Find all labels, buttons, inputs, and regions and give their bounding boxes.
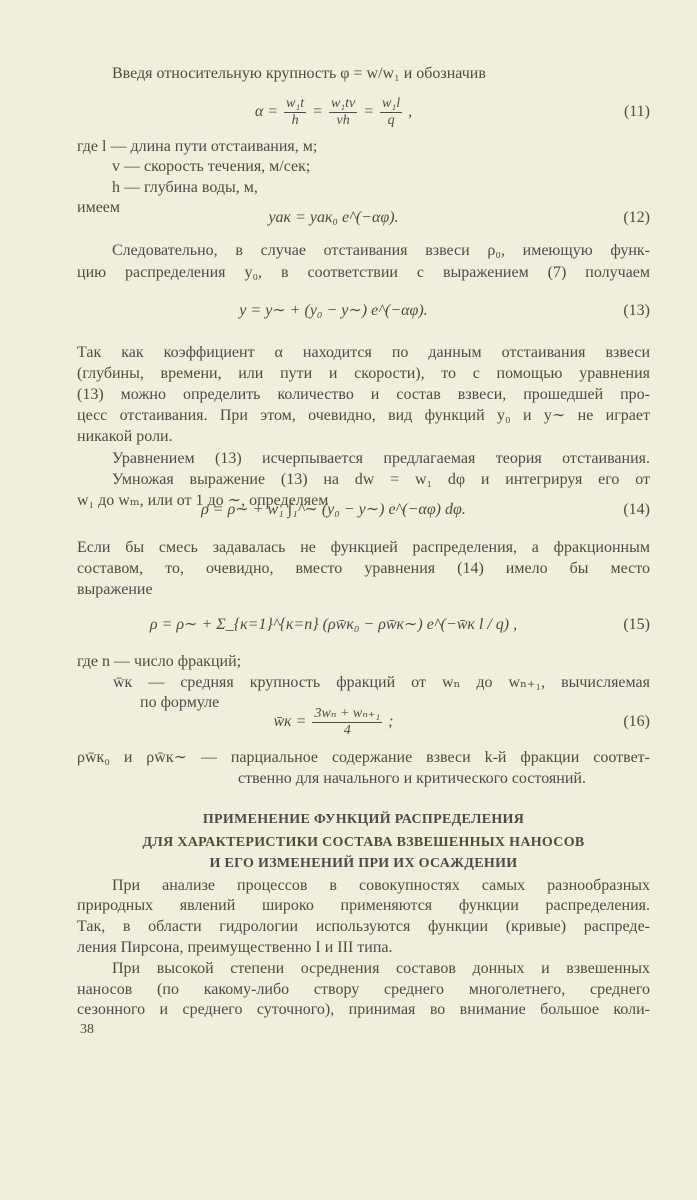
text-line: w₁ до wₘ, или от 1 до ∼, определяем	[77, 492, 329, 509]
text-line: цию распределения y₀, в соответствии с выражением (7) получаем	[77, 264, 650, 281]
text-line: v — скорость течения, м/сек;	[112, 158, 311, 175]
section-heading: ДЛЯ ХАРАКТЕРИСТИКИ СОСТАВА ВЗВЕШЕННЫХ НАНОСОВ	[142, 835, 585, 850]
text-line: имеем	[77, 199, 121, 216]
equation-number: (15)	[623, 616, 650, 633]
equation-number: (14)	[623, 501, 650, 518]
equation-11: α = $\frac{\text{w₁t}}{h}$ = $\frac{\text{w₁tv}}{vh}$ = $\frac{\text{w₁l}}{q}$ , (11)	[254, 95, 650, 128]
text-line: Уравнением (13) исчерпывается предлагаемая теория отстаивания.	[112, 450, 650, 467]
section-heading: ПРИМЕНЕНИЕ ФУНКЦИЙ РАСПРЕДЕЛЕНИЯ	[202, 812, 525, 827]
text-line: Если бы смесь задавалась не функцией распределения, а фракционным	[77, 539, 650, 556]
text-line: h — глубина воды, м,	[112, 179, 258, 196]
equation-13: y = y∼ + (y₀ − y∼) e^(−αφ). (13)	[239, 302, 650, 319]
text-line: наносов (по какому-либо створу среднего многолетнего, среднего	[77, 981, 650, 998]
eq-lhs: α =	[254, 103, 279, 120]
section-heading: И ЕГО ИЗМЕНЕНИЙ ПРИ ИХ ОСАЖДЕНИИ	[209, 856, 518, 871]
text-line: Так как коэффициент α находится по данным отстаивания взвеси	[77, 344, 650, 361]
text-line: где n — число фракций;	[77, 653, 242, 670]
page-number: 38	[80, 1022, 94, 1037]
text-line: Следовательно, в случае отстаивания взвеси ρ₀, имеющую функ-	[112, 242, 650, 259]
text-line: (глубины, времени, или пути и скорости), то с помощью уравнения	[77, 365, 650, 382]
equation-number: (13)	[623, 302, 650, 319]
text-line: Так, в области гидрологии используются функции (кривые) распреде-	[77, 918, 650, 935]
fraction: $\frac{\text{w₁l}}{q}$	[382, 95, 401, 128]
text-line: (13) можно определить количество и состав взвеси, прошедшей про-	[77, 386, 650, 403]
text-line: составом, то, очевидно, вместо уравнения (14) имело бы место	[77, 560, 650, 577]
equation-12: yак = yак₀ e^(−αφ). (12)	[268, 209, 650, 226]
text-line: При анализе процессов в совокупностях самых разнообразных	[112, 877, 650, 894]
fraction: $\frac{\text{w₁tv}}{vh}$	[330, 95, 356, 128]
text-line: по формуле	[140, 694, 220, 711]
text-line: выражение	[77, 581, 153, 598]
eq-lhs: w̄к =	[273, 713, 307, 730]
equation-14: ρ = ρ∼ + w₁ ∫₁^∼ (y₀ − y∼) e^(−αφ) dφ. (14)	[201, 501, 650, 518]
text-line: Умножая выражение (13) на dw = w₁ dφ и интегрируя его от	[112, 471, 650, 488]
text-line: ρw̄к₀ и ρw̄к∼ — парциальное содержание взвеси k-й фракции соответ-	[77, 749, 650, 766]
equation-number: (12)	[623, 209, 650, 226]
equation-16: w̄к = $\frac{\text{3wₙ + wₙ₊₁}}{4}$ ; (16)	[273, 705, 650, 738]
text-line: никакой роли.	[77, 428, 173, 445]
equation-number: (11)	[623, 103, 650, 120]
fraction: $\frac{\text{w₁t}}{h}$	[286, 95, 305, 128]
text-line: природных явлений широко применяются функции распределения.	[77, 897, 650, 914]
text-line: При высокой степени осреднения составов донных и взвешенных	[112, 960, 650, 977]
equation-15: ρ = ρ∼ + Σ_{к=1}^{к=n} (ρw̄к₀ − ρw̄к∼) e^(−w̄к l / q) , (15)	[149, 616, 650, 633]
equation-number: (16)	[623, 713, 650, 730]
fraction: $\frac{\text{3wₙ + wₙ₊₁}}{4}$	[314, 705, 381, 738]
text-line: Введя относительную крупность φ = w/w₁ и обозначив	[112, 65, 486, 82]
text-line: ления Пирсона, преимущественно I и III типа.	[77, 939, 393, 956]
text-line: цесс отстаивания. При этом, очевидно, вид функций y₀ и y∼ не играет	[77, 407, 650, 424]
text-line: ственно для начального и критического состояний.	[238, 770, 586, 787]
text-line: сезонного и среднего суточного), принимая во внимание большое коли-	[77, 1001, 650, 1018]
text-line: w̄к — средняя крупность фракций от wₙ до wₙ₊₁, вычисляемая	[113, 674, 650, 691]
text-line: где l — длина пути отстаивания, м;	[77, 138, 318, 155]
